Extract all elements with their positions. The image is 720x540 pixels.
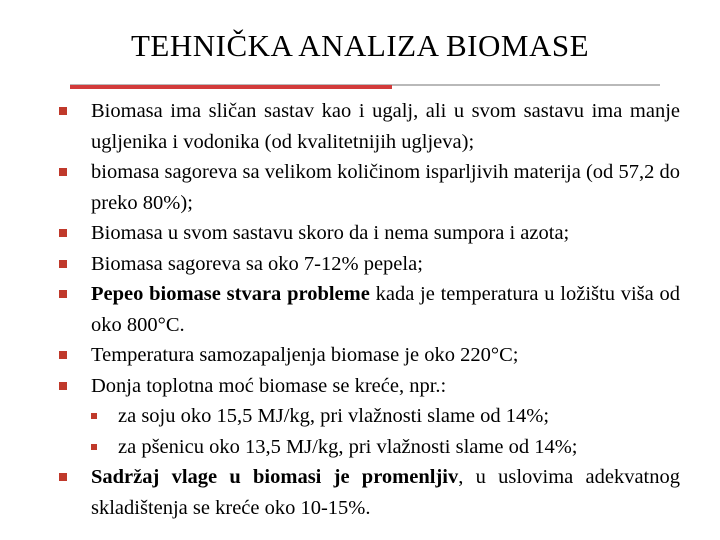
square-bullet-icon <box>59 249 73 281</box>
square-bullet-icon <box>59 218 73 250</box>
bullet-bold-text: Pepeo biomase stvara probleme <box>91 283 370 305</box>
list-item <box>60 371 680 402</box>
sub-bullet-text: za soju oko 15,5 MJ/kg, pri vlažnosti slame od 14%; <box>118 405 550 427</box>
small-square-bullet-icon <box>91 413 97 419</box>
list-item <box>60 279 680 340</box>
sub-list-item <box>60 432 680 463</box>
list-item <box>60 462 680 523</box>
bullet-list <box>60 96 680 523</box>
list-item <box>60 249 680 280</box>
bullet-text: Donja toplotna moć biomase se kreće, npr.: <box>91 374 447 397</box>
slide-title: TEHNIČKA ANALIZA BIOMASE <box>130 28 590 63</box>
sub-list-item <box>60 401 680 432</box>
square-bullet-icon <box>59 371 73 403</box>
list-item <box>60 218 680 249</box>
square-bullet-icon <box>59 340 73 372</box>
bullet-text: biomasa sagoreva sa velikom količinom isparljivih materija (od 57,2 do preko 80%); <box>91 161 680 214</box>
list-item <box>60 340 680 371</box>
list-item <box>60 157 680 218</box>
bullet-text: Biomasa ima sličan sastav kao i ugalj, ali u svom sastavu ima manje ugljenika i vodonika (od kvalitetnijih uglјeva); <box>91 100 680 153</box>
square-bullet-icon <box>59 96 73 128</box>
square-bullet-icon <box>59 157 73 189</box>
bullet-bold-text: Sadržaj vlage u biomasi je promenljiv <box>91 466 459 488</box>
title-accent-bar <box>70 85 392 89</box>
bullet-text: Temperatura samozapaljenja biomase je oko 220°C; <box>91 344 519 366</box>
square-bullet-icon <box>59 279 73 311</box>
sub-bullet-text: za pšenicu oko 13,5 MJ/kg, pri vlažnosti slame od 14%; <box>118 435 578 458</box>
bullet-text: Biomasa u svom sastavu skoro da i nema sumpora i azota; <box>91 222 570 244</box>
list-item <box>60 96 680 157</box>
square-bullet-icon <box>59 462 73 494</box>
bullet-text: , u uslovima adekvatnog skladištenja se kreće oko 10-15%. <box>91 466 680 519</box>
bullet-text: Biomasa sagoreva sa oko 7-12% pepela; <box>91 252 423 275</box>
bullet-text: kada je temperatura u ložištu viša od oko 800°C. <box>91 283 680 336</box>
small-square-bullet-icon <box>91 444 97 450</box>
